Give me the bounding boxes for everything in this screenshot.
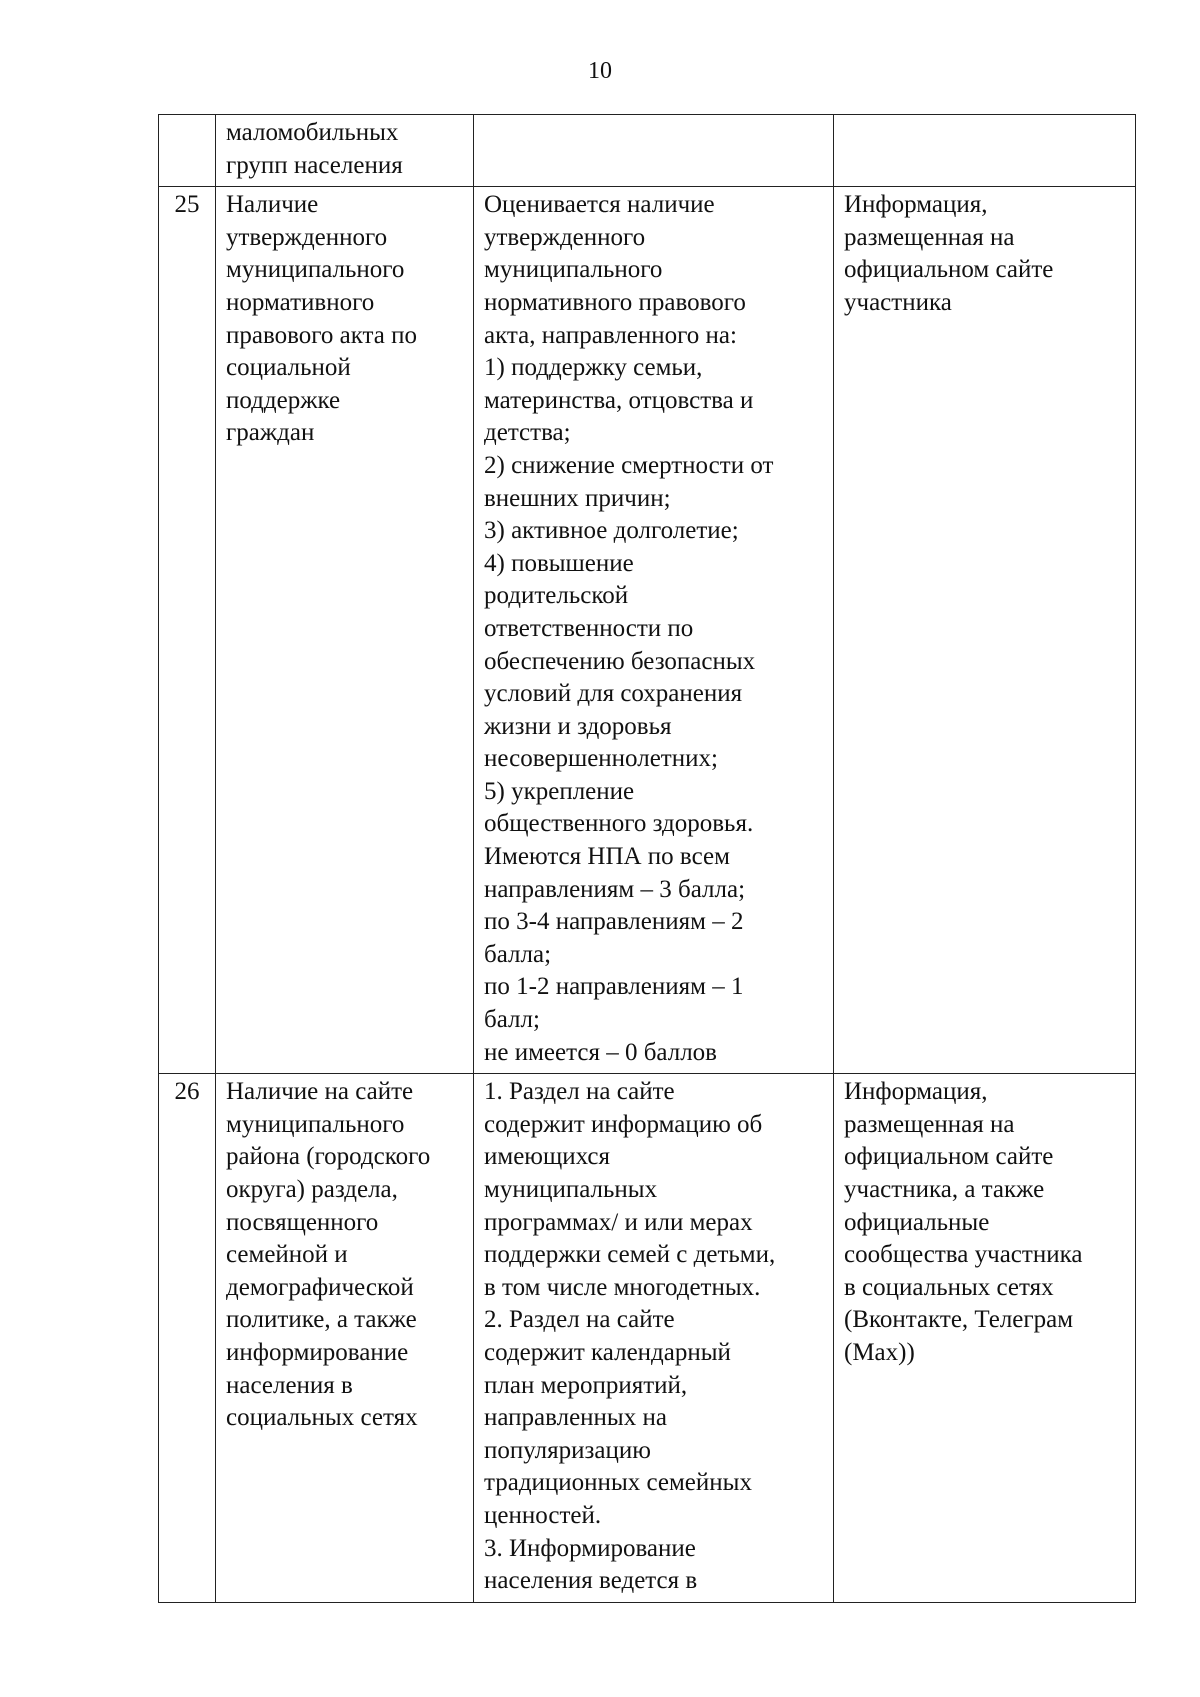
criterion-cell bbox=[216, 1074, 474, 1603]
criterion-cell-line: правового акта по bbox=[226, 321, 417, 349]
criterion-cell-line: демографической bbox=[226, 1273, 414, 1301]
source-cell-line: (Вконтакте, Телеграм bbox=[844, 1306, 1074, 1334]
evaluation-cell-line: условий для сохранения bbox=[484, 680, 743, 708]
evaluation-cell-line: направлениям – 3 балла; bbox=[484, 875, 746, 903]
evaluation-cell-line: план мероприятий, bbox=[484, 1371, 688, 1399]
criterion-cell-line: нормативного bbox=[226, 288, 375, 316]
source-cell bbox=[834, 1074, 1136, 1603]
evaluation-cell-line: детства; bbox=[484, 419, 571, 447]
criterion-cell-line: утвержденного bbox=[226, 223, 388, 251]
evaluation-cell-line: муниципального bbox=[484, 256, 663, 284]
evaluation-cell-line: программах/ и или мерах bbox=[484, 1208, 753, 1236]
criterion-cell-line: посвященного bbox=[226, 1208, 379, 1236]
evaluation-cell bbox=[474, 115, 834, 187]
evaluation-cell-line: родительской bbox=[484, 582, 629, 610]
evaluation-cell-line: внешних причин; bbox=[484, 484, 671, 512]
source-cell-line: официальные bbox=[844, 1208, 990, 1236]
row-number: 26 bbox=[159, 1074, 216, 1603]
criterion-cell-line: политике, а также bbox=[226, 1306, 417, 1334]
source-cell-line: официальном сайте bbox=[844, 1143, 1054, 1171]
source-cell-line: участника, а также bbox=[844, 1176, 1045, 1203]
criterion-cell-line: муниципального bbox=[226, 1110, 405, 1138]
evaluation-cell-line: жизни и здоровья bbox=[484, 712, 672, 740]
evaluation-cell-line: 3) активное долголетие; bbox=[484, 517, 739, 545]
evaluation-cell-line: Оценивается наличие bbox=[484, 191, 715, 219]
evaluation-cell bbox=[474, 187, 834, 1074]
criterion-cell-line: социальных сетях bbox=[226, 1404, 418, 1432]
evaluation-cell-line: по 1-2 направлениям – 1 bbox=[484, 973, 744, 1001]
row-number: 25 bbox=[159, 187, 216, 1074]
evaluation-cell-line: материнства, отцовства и bbox=[484, 386, 754, 414]
evaluation-cell-line: ответственности по bbox=[484, 614, 694, 642]
source-cell bbox=[834, 115, 1136, 187]
source-cell bbox=[834, 187, 1136, 1074]
evaluation-cell-line: 5) укрепление bbox=[484, 777, 635, 805]
evaluation-cell-line: муниципальных bbox=[484, 1176, 658, 1203]
criterion-cell-line: Наличие bbox=[226, 191, 319, 219]
row-number bbox=[159, 115, 216, 187]
criteria-table bbox=[158, 114, 1136, 1603]
evaluation-cell-line: акта, направленного на: bbox=[484, 321, 737, 349]
criterion-cell-line: муниципального bbox=[226, 256, 405, 284]
evaluation-cell-line: несовершеннолетних; bbox=[484, 745, 718, 773]
criterion-cell-line: округа) раздела, bbox=[226, 1176, 398, 1203]
criterion-cell-line: района (городского bbox=[226, 1143, 431, 1171]
evaluation-cell-line: традиционных семейных bbox=[484, 1469, 752, 1497]
evaluation-cell-line: Имеются НПА по всем bbox=[484, 843, 730, 871]
evaluation-cell-line: 2. Раздел на сайте bbox=[484, 1306, 675, 1334]
evaluation-cell-line: балла; bbox=[484, 940, 552, 968]
evaluation-cell-line: направленных на bbox=[484, 1404, 667, 1432]
evaluation-cell-line: по 3-4 направлениям – 2 bbox=[484, 908, 744, 936]
evaluation-cell-line: нормативного правового bbox=[484, 288, 746, 316]
table-row bbox=[159, 187, 1136, 1074]
criterion-cell-line: граждан bbox=[226, 419, 315, 447]
evaluation-cell-line: общественного здоровья. bbox=[484, 810, 754, 838]
page-number: 10 bbox=[588, 58, 612, 84]
table-row bbox=[159, 1074, 1136, 1603]
evaluation-cell-line: балл; bbox=[484, 1006, 540, 1034]
criterion-cell-line: социальной bbox=[226, 354, 351, 382]
evaluation-cell-line: в том числе многодетных. bbox=[484, 1273, 761, 1301]
criterion-cell-line: Наличие на сайте bbox=[226, 1078, 414, 1106]
criterion-cell-line: поддержке bbox=[226, 386, 341, 414]
evaluation-cell-line: популяризацию bbox=[484, 1436, 651, 1464]
source-cell-line: Информация, bbox=[844, 191, 988, 219]
evaluation-cell-line: 1. Раздел на сайте bbox=[484, 1078, 675, 1106]
criterion-cell-line: информирование bbox=[226, 1338, 409, 1366]
source-cell-line: участника bbox=[844, 288, 952, 316]
evaluation-cell-line: 2) снижение смертности от bbox=[484, 451, 774, 479]
criterion-cell-line: семейной и bbox=[226, 1241, 348, 1269]
criterion-cell bbox=[216, 187, 474, 1074]
evaluation-cell-line: ценностей. bbox=[484, 1501, 602, 1529]
evaluation-cell-line: 1) поддержку семьи, bbox=[484, 354, 703, 382]
criterion-cell bbox=[216, 115, 474, 187]
source-cell-line: (Max)) bbox=[844, 1338, 915, 1366]
evaluation-cell-line: 3. Информирование bbox=[484, 1534, 696, 1562]
source-cell-line: в социальных сетях bbox=[844, 1273, 1054, 1301]
source-cell-line: размещенная на bbox=[844, 1110, 1015, 1138]
source-cell-line: Информация, bbox=[844, 1078, 988, 1106]
evaluation-cell-line: утвержденного bbox=[484, 223, 646, 251]
evaluation-cell-line: имеющихся bbox=[484, 1143, 610, 1171]
table-row bbox=[159, 115, 1136, 187]
evaluation-cell bbox=[474, 1074, 834, 1603]
evaluation-cell-line: содержит календарный bbox=[484, 1338, 731, 1366]
criterion-cell-line: маломобильных bbox=[226, 119, 399, 146]
evaluation-cell-line: населения ведется в bbox=[484, 1567, 698, 1595]
evaluation-cell-line: содержит информацию об bbox=[484, 1110, 763, 1138]
source-cell-line: официальном сайте bbox=[844, 256, 1054, 284]
criterion-cell-line: населения в bbox=[226, 1371, 353, 1399]
source-cell-line: сообщества участника bbox=[844, 1241, 1083, 1269]
evaluation-cell-line: обеспечению безопасных bbox=[484, 647, 756, 675]
criterion-cell-line: групп населения bbox=[226, 151, 403, 179]
evaluation-cell-line: не имеется – 0 баллов bbox=[484, 1038, 717, 1066]
evaluation-cell-line: 4) повышение bbox=[484, 549, 634, 577]
source-cell-line: размещенная на bbox=[844, 223, 1015, 251]
evaluation-cell-line: поддержки семей с детьми, bbox=[484, 1241, 776, 1269]
